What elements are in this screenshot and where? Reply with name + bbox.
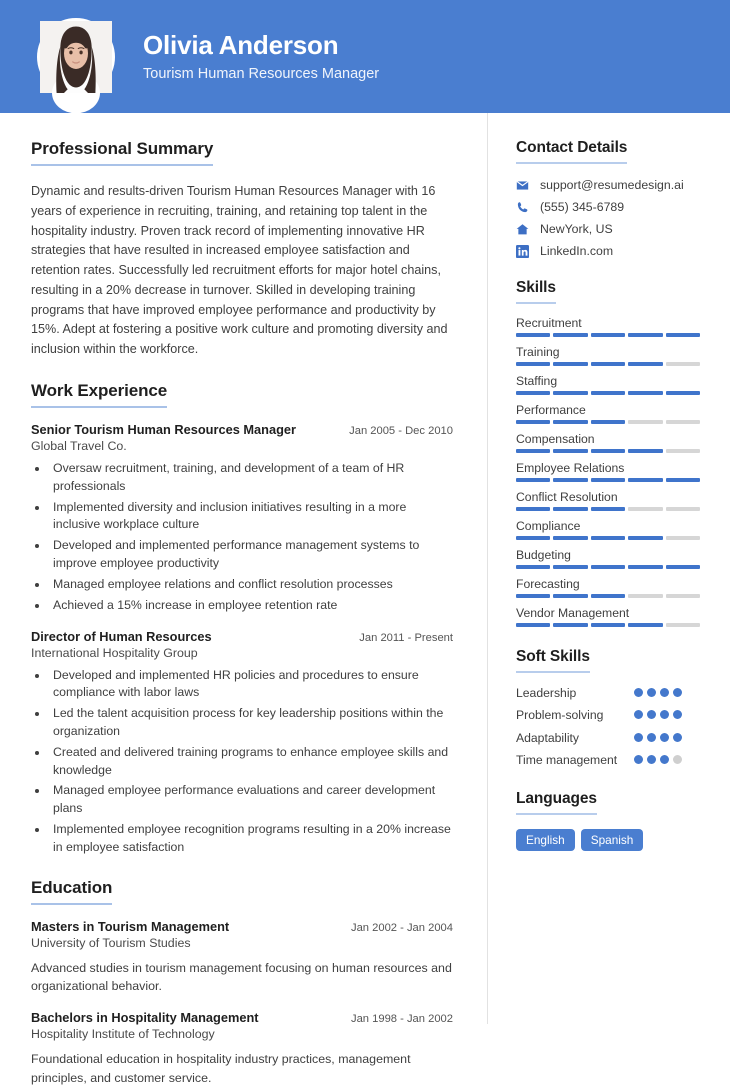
experience-date: Jan 2011 - Present — [359, 631, 453, 644]
skill-level-bar — [516, 507, 700, 511]
skill-row — [516, 374, 700, 395]
experience-bullet: • Managed employee relations and conflict resolution processes — [49, 576, 453, 594]
experience-organization: International Hospitality Group — [31, 645, 198, 660]
experience-organization: Global Travel Co. — [31, 438, 127, 453]
skill-segment — [516, 536, 550, 540]
phone-icon — [516, 201, 533, 214]
skill-row — [516, 345, 700, 366]
skill-level-bar — [516, 478, 700, 482]
skill-segment — [591, 362, 625, 366]
education-description: Foundational education in hospitality industry practices, management principles, and customer service. — [31, 1052, 411, 1085]
soft-skill-dot — [660, 733, 669, 742]
skill-segment — [628, 333, 662, 337]
skill-segment — [553, 333, 587, 337]
skill-segment — [666, 449, 700, 453]
skill-row — [516, 432, 700, 453]
skill-segment — [628, 449, 662, 453]
skill-segment — [516, 449, 550, 453]
education-degree: Masters in Tourism Management — [31, 918, 230, 934]
skill-segment — [516, 565, 550, 569]
experience-bullet: • Managed employee performance evaluations and career development plans — [49, 782, 453, 818]
soft-skill-dot — [660, 710, 669, 719]
section-heading-soft-skills: Soft Skills — [516, 648, 590, 673]
skill-name: Compensation — [516, 432, 595, 446]
soft-skill-dot — [660, 688, 669, 697]
skill-segment — [591, 594, 625, 598]
skill-name: Forecasting — [516, 577, 580, 591]
experience-entry-header — [31, 422, 453, 437]
skill-segment — [628, 420, 662, 424]
soft-skill-name: Adaptability — [516, 730, 580, 745]
soft-skill-dot — [634, 688, 643, 697]
skill-segment — [553, 449, 587, 453]
avatar — [37, 18, 115, 96]
skill-segment — [591, 449, 625, 453]
skill-segment — [628, 507, 662, 511]
soft-skill-dots — [634, 752, 700, 764]
profile-photo-icon — [40, 21, 112, 93]
skill-segment — [666, 623, 700, 627]
skill-segment — [666, 478, 700, 482]
skill-level-bar — [516, 449, 700, 453]
section-heading-experience: Work Experience — [31, 381, 167, 408]
skill-segment — [516, 362, 550, 366]
skill-name: Budgeting — [516, 548, 571, 562]
soft-skill-dots — [634, 707, 700, 719]
skill-row — [516, 606, 700, 627]
language-pill[interactable]: English — [516, 829, 575, 851]
skill-segment — [666, 507, 700, 511]
skill-name: Conflict Resolution — [516, 490, 618, 504]
skill-name: Compliance — [516, 519, 581, 533]
skill-segment — [628, 478, 662, 482]
education-school: Hospitality Institute of Technology — [31, 1027, 215, 1042]
soft-skill-dot — [647, 710, 656, 719]
contact-list — [516, 178, 700, 258]
soft-skill-list — [516, 685, 700, 769]
skill-level-bar — [516, 420, 700, 424]
contact-item-linkedin[interactable] — [516, 244, 700, 258]
contact-item-email[interactable] — [516, 178, 700, 192]
education-school: University of Tourism Studies — [31, 935, 191, 950]
experience-bullet: • Developed and implemented performance management systems to improve employee productivity — [49, 537, 453, 573]
resume-body — [0, 113, 730, 1085]
skill-segment — [591, 391, 625, 395]
soft-skill-name: Problem-solving — [516, 708, 604, 723]
experience-bullets — [49, 667, 453, 857]
skill-level-bar — [516, 333, 700, 337]
contact-item-phone[interactable] — [516, 200, 700, 214]
experience-bullet: • Developed and implemented HR policies and procedures to ensure compliance with labor laws — [49, 667, 453, 703]
skill-segment — [516, 623, 550, 627]
contact-value-phone: (555) 345-6789 — [540, 200, 625, 214]
skill-segment — [516, 333, 550, 337]
section-work-experience — [31, 381, 453, 857]
soft-skill-name: Leadership — [516, 686, 577, 700]
home-icon — [516, 223, 533, 236]
skill-segment — [666, 565, 700, 569]
language-list — [516, 829, 700, 851]
soft-skill-row — [516, 707, 700, 723]
skill-segment — [553, 420, 587, 424]
experience-bullet: • Achieved a 15% increase in employee retention rate — [49, 597, 453, 615]
section-contact-details — [516, 139, 700, 258]
experience-bullet: • Oversaw recruitment, training, and development of a team of HR professionals — [49, 460, 453, 496]
skill-segment — [553, 565, 587, 569]
contact-item-location[interactable] — [516, 222, 700, 236]
candidate-title: Tourism Human Resources Manager — [143, 65, 380, 82]
skill-segment — [553, 391, 587, 395]
experience-date: Jan 2005 - Dec 2010 — [349, 424, 453, 437]
soft-skill-dot — [673, 755, 682, 764]
skill-segment — [666, 594, 700, 598]
education-date: Jan 2002 - Jan 2004 — [350, 921, 453, 934]
skill-segment — [516, 391, 550, 395]
skill-segment — [666, 391, 700, 395]
resume-header — [0, 0, 730, 113]
soft-skill-dot — [634, 710, 643, 719]
skill-segment — [628, 565, 662, 569]
skill-segment — [628, 536, 662, 540]
skill-segment — [553, 623, 587, 627]
section-heading-skills: Skills — [516, 279, 556, 304]
soft-skill-dot — [673, 710, 682, 719]
soft-skill-dot — [673, 688, 682, 697]
skill-name: Training — [516, 345, 560, 359]
soft-skill-dot — [673, 733, 682, 742]
skill-segment — [516, 507, 550, 511]
skill-name: Staffing — [516, 374, 558, 388]
section-soft-skills — [516, 648, 700, 769]
education-entry-header — [31, 1010, 453, 1025]
skill-row — [516, 577, 700, 598]
skill-name: Performance — [516, 403, 586, 417]
skill-segment — [628, 362, 662, 366]
skill-level-bar — [516, 362, 700, 366]
experience-entry — [31, 422, 453, 615]
experience-bullet: • Implemented employee recognition programs resulting in a 20% increase in employee satisfaction — [49, 821, 453, 857]
skill-segment — [628, 594, 662, 598]
skill-row — [516, 403, 700, 424]
experience-bullet: • Implemented diversity and inclusion initiatives resulting in a more inclusive workplace culture — [49, 499, 453, 535]
skill-name: Vendor Management — [516, 606, 630, 620]
skill-segment — [516, 478, 550, 482]
skill-segment — [516, 594, 550, 598]
skill-segment — [628, 623, 662, 627]
soft-skill-dots — [634, 730, 700, 742]
section-heading-contact: Contact Details — [516, 139, 627, 164]
skill-row — [516, 490, 700, 511]
soft-skill-row — [516, 752, 700, 768]
education-entry — [31, 1010, 453, 1087]
experience-entry-header — [31, 629, 453, 644]
soft-skill-dots — [634, 685, 700, 697]
experience-bullet: • Created and delivered training programs to enhance employee skills and knowledge — [49, 744, 453, 780]
soft-skill-dot — [647, 688, 656, 697]
contact-value-location: NewYork, US — [540, 222, 613, 236]
soft-skill-dot — [634, 755, 643, 764]
skill-segment — [628, 391, 662, 395]
skill-segment — [666, 362, 700, 366]
skill-segment — [591, 333, 625, 337]
skill-name: Employee Relations — [516, 461, 625, 475]
skill-level-bar — [516, 565, 700, 569]
summary-text: Dynamic and results-driven Tourism Human Resources Manager with 16 years of experience in recruiting, training, and retaining top talent in the hospitality industry. Proven track record of implementing innovative HR strategies that have resulted in increased employee satisfaction and retention rates. Successfully led recruitment efforts for major hotel chains, resulting in a 20% decrease in turnover. Skilled in developing training programs that have improved employee performance and productivity by 15%. Adept at fostering a positive work culture and promoting diversity and inclusion within the workforce. — [31, 184, 448, 357]
soft-skill-dot — [647, 755, 656, 764]
contact-value-linkedin: LinkedIn.com — [540, 244, 614, 258]
soft-skill-row — [516, 685, 700, 701]
skill-level-bar — [516, 623, 700, 627]
skill-segment — [591, 420, 625, 424]
sidebar-column — [488, 113, 730, 1024]
skill-segment — [666, 536, 700, 540]
linkedin-icon — [516, 245, 533, 258]
skill-level-bar — [516, 536, 700, 540]
skill-segment — [591, 623, 625, 627]
skill-segment — [591, 507, 625, 511]
skill-segment — [591, 536, 625, 540]
soft-skill-row — [516, 730, 700, 746]
skill-row — [516, 316, 700, 337]
soft-skill-dot — [647, 733, 656, 742]
skill-segment — [553, 507, 587, 511]
identity-block — [143, 31, 379, 82]
main-column — [0, 113, 488, 1085]
skill-segment — [666, 333, 700, 337]
skill-segment — [553, 362, 587, 366]
soft-skill-name: Time management — [516, 753, 618, 768]
experience-role: Director of Human Resources — [31, 628, 212, 644]
skill-level-bar — [516, 391, 700, 395]
education-description: Advanced studies in tourism management focusing on human resources and organizational behavior. — [31, 960, 452, 994]
skill-row — [516, 519, 700, 540]
experience-entry — [31, 629, 453, 857]
skill-segment — [516, 420, 550, 424]
education-entry-header — [31, 919, 453, 934]
section-heading-summary: Professional Summary — [31, 139, 213, 166]
skill-segment — [591, 565, 625, 569]
education-date: Jan 1998 - Jan 2002 — [350, 1013, 453, 1026]
experience-bullet: • Led the talent acquisition process for key leadership positions within the organization — [49, 705, 453, 741]
section-education — [31, 878, 453, 1087]
skill-segment — [553, 536, 587, 540]
experience-bullets — [49, 460, 453, 615]
envelope-icon — [516, 179, 533, 192]
skill-row — [516, 548, 700, 569]
skill-row — [516, 461, 700, 482]
education-entry — [31, 919, 453, 996]
skill-level-bar — [516, 594, 700, 598]
skill-segment — [666, 420, 700, 424]
candidate-name: Olivia Anderson — [143, 30, 339, 61]
contact-value-email: support@resumedesign.ai — [540, 178, 684, 192]
education-degree: Bachelors in Hospitality Management — [31, 1010, 259, 1026]
skill-name: Recruitment — [516, 316, 582, 330]
skill-list — [516, 316, 700, 627]
skill-segment — [553, 478, 587, 482]
language-pill[interactable]: Spanish — [581, 829, 644, 851]
skill-segment — [553, 594, 587, 598]
section-heading-languages: Languages — [516, 790, 597, 815]
experience-role: Senior Tourism Human Resources Manager — [31, 421, 297, 437]
soft-skill-dot — [634, 733, 643, 742]
section-languages — [516, 790, 700, 851]
section-professional-summary — [31, 139, 453, 360]
soft-skill-dot — [660, 755, 669, 764]
section-heading-education: Education — [31, 878, 112, 905]
skill-segment — [591, 478, 625, 482]
section-skills — [516, 279, 700, 627]
